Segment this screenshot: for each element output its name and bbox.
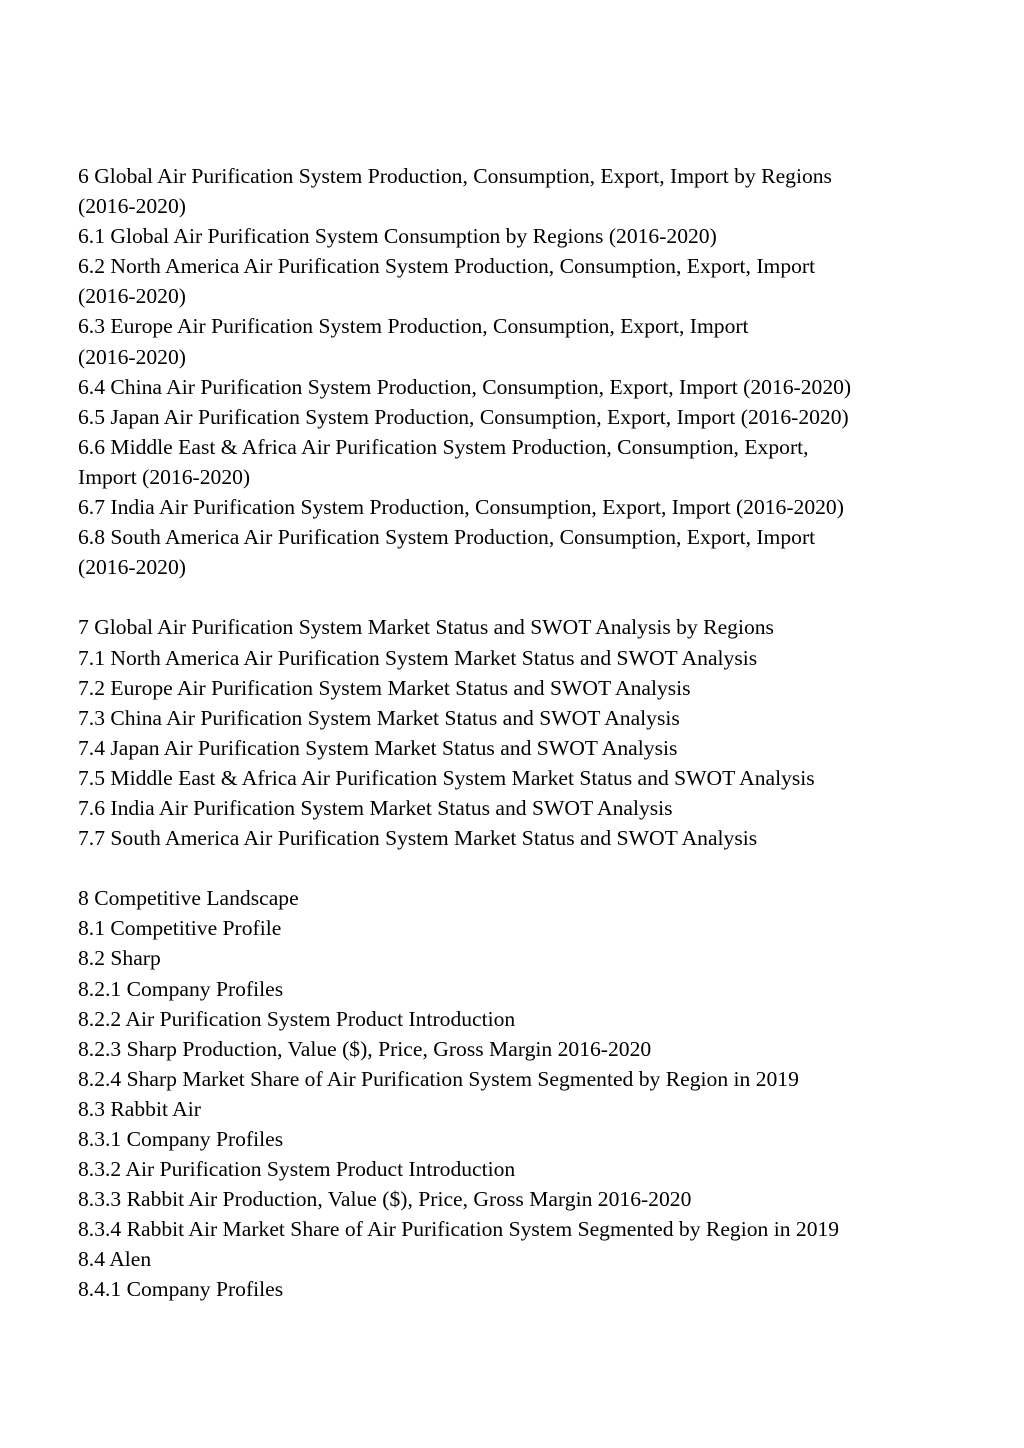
toc-item-8-1: 8.1 Competitive Profile	[78, 916, 282, 941]
toc-item-6-8: 6.8 South America Air Purification System Production, Consumption, Export, Import	[78, 525, 816, 550]
toc-item-6-3-continued: (2016-2020)	[78, 344, 186, 369]
toc-item-8-3-2: 8.3.2 Air Purification System Product Introduction	[78, 1157, 516, 1182]
toc-item-8-3: 8.3 Rabbit Air	[78, 1096, 201, 1121]
toc-item-6-5: 6.5 Japan Air Purification System Production, Consumption, Export, Import (2016-2020)	[78, 404, 849, 429]
toc-item-6-2: 6.2 North America Air Purification System Production, Consumption, Export, Import	[78, 254, 816, 279]
toc-section-7	[78, 612, 958, 853]
toc-section-6	[78, 161, 958, 582]
toc-item-8-2-1: 8.2.1 Company Profiles	[78, 976, 284, 1001]
toc-item-6-6: 6.6 Middle East & Africa Air Purification System Production, Consumption, Export,	[78, 434, 809, 459]
toc-heading-6: 6 Global Air Purification System Production, Consumption, Export, Import by Regions	[78, 164, 832, 188]
toc-item-7-7: 7.7 South America Air Purification System Market Status and SWOT Analysis	[78, 826, 758, 851]
toc-item-8-2-4: 8.2.4 Sharp Market Share of Air Purification System Segmented by Region in 2019	[78, 1066, 799, 1091]
toc-item-8-2-2: 8.2.2 Air Purification System Product Introduction	[78, 1006, 516, 1031]
section-spacer	[78, 853, 958, 883]
toc-heading-6-continued: (2016-2020)	[78, 194, 186, 219]
toc-heading-8: 8 Competitive Landscape	[78, 886, 299, 911]
toc-item-7-4: 7.4 Japan Air Purification System Market Status and SWOT Analysis	[78, 735, 678, 760]
toc-item-6-1: 6.1 Global Air Purification System Consumption by Regions (2016-2020)	[78, 224, 717, 249]
toc-item-6-4: 6.4 China Air Purification System Production, Consumption, Export, Import (2016-2020)	[78, 374, 852, 399]
section-spacer	[78, 582, 958, 612]
toc-item-6-2-continued: (2016-2020)	[78, 284, 186, 309]
toc-item-7-6: 7.6 India Air Purification System Market Status and SWOT Analysis	[78, 795, 673, 820]
toc-item-8-2-3: 8.2.3 Sharp Production, Value ($), Price, Gross Margin 2016-2020	[78, 1036, 652, 1061]
toc-item-6-7: 6.7 India Air Purification System Production, Consumption, Export, Import (2016-2020)	[78, 495, 844, 520]
toc-item-6-8-continued: (2016-2020)	[78, 555, 186, 580]
toc-item-8-4-1: 8.4.1 Company Profiles	[78, 1277, 284, 1302]
toc-item-8-4: 8.4 Alen	[78, 1247, 152, 1272]
toc-item-7-5: 7.5 Middle East & Africa Air Purification System Market Status and SWOT Analysis	[78, 765, 815, 790]
toc-section-8	[78, 883, 958, 1304]
toc-item-8-3-4: 8.3.4 Rabbit Air Market Share of Air Purification System Segmented by Region in 2019	[78, 1217, 840, 1242]
table-of-contents	[78, 161, 958, 1305]
toc-item-7-3: 7.3 China Air Purification System Market Status and SWOT Analysis	[78, 705, 680, 730]
toc-item-7-1: 7.1 North America Air Purification System Market Status and SWOT Analysis	[78, 645, 758, 670]
toc-item-8-3-1: 8.3.1 Company Profiles	[78, 1127, 284, 1151]
toc-item-8-2: 8.2 Sharp	[78, 946, 161, 971]
toc-item-6-6-continued: Import (2016-2020)	[78, 464, 251, 489]
toc-item-8-3-3: 8.3.3 Rabbit Air Production, Value ($), Price, Gross Margin 2016-2020	[78, 1187, 692, 1212]
toc-item-7-2: 7.2 Europe Air Purification System Market Status and SWOT Analysis	[78, 675, 691, 700]
toc-heading-7: 7 Global Air Purification System Market Status and SWOT Analysis by Regions	[78, 615, 774, 640]
toc-item-6-3: 6.3 Europe Air Purification System Production, Consumption, Export, Import	[78, 314, 749, 339]
